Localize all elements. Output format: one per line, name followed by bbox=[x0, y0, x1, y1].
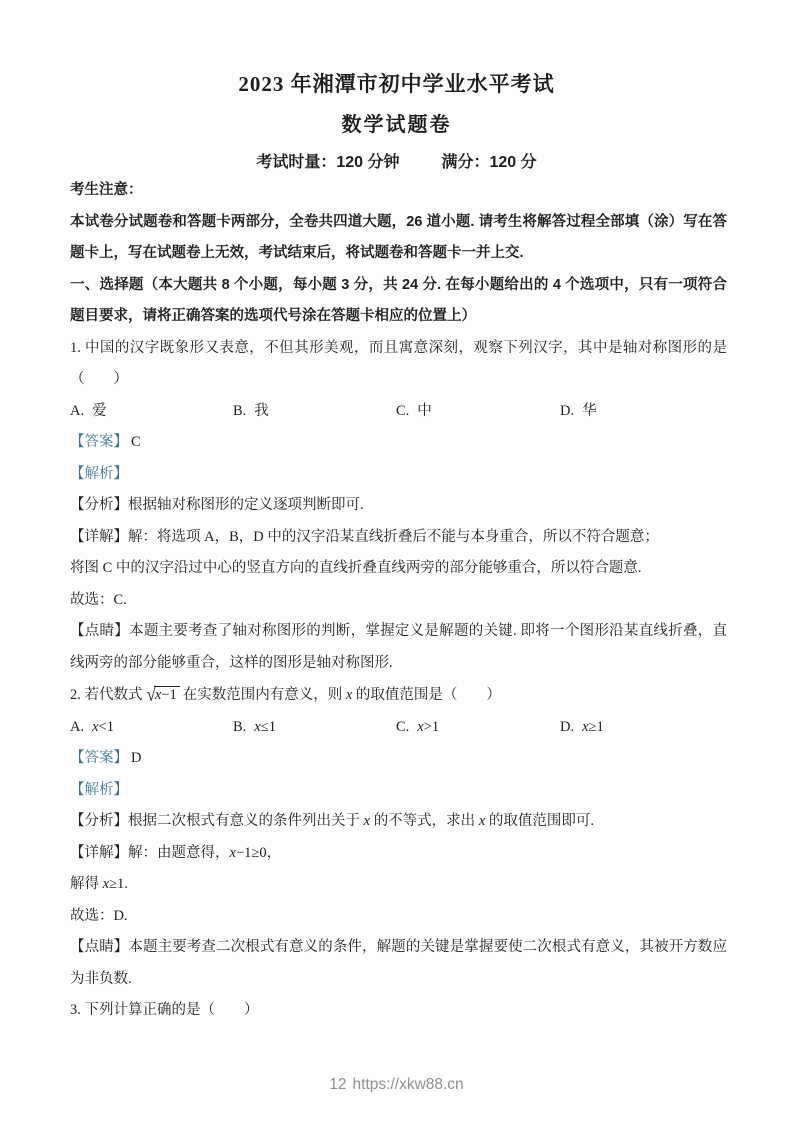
question-1-options bbox=[70, 396, 727, 428]
variable-x: x bbox=[102, 876, 110, 892]
fenxi-text: 的不等式，求出 bbox=[370, 813, 479, 829]
answer-value: D bbox=[131, 750, 142, 766]
exam-total-score: 满分：120 分 bbox=[441, 154, 537, 171]
analysis-label: 【解析】 bbox=[70, 465, 128, 482]
variable-x: x bbox=[254, 718, 261, 735]
fenxi-text: 【分析】根据二次根式有意义的条件列出关于 bbox=[70, 813, 364, 829]
stem-text: 2. 若代数式 bbox=[70, 687, 143, 703]
page-footer bbox=[0, 1076, 793, 1094]
stem-text: 在实数范围内有意义，则 bbox=[182, 687, 343, 703]
answer-label: 【答案】 bbox=[70, 750, 128, 766]
detail-math: −1≥0， bbox=[235, 844, 282, 861]
option-text: 爱 bbox=[92, 402, 107, 419]
variable-x: x bbox=[345, 687, 353, 703]
option-label: C. bbox=[396, 718, 410, 735]
section-1-heading: 一、选择题（本大题共 8 个小题，每小题 3 分，共 24 分. 在每小题给出的 4 个选项中，只有一项符合题目要求，请将正确答案的选项代号涂在答题卡相应的位置上） bbox=[70, 276, 727, 324]
solve-math: ≥1. bbox=[109, 876, 128, 892]
question-2 bbox=[70, 679, 727, 995]
option-text: <1 bbox=[98, 718, 114, 735]
detail-text: 【详解】解：由题意得， bbox=[70, 844, 230, 861]
option-label: B. bbox=[233, 402, 247, 419]
question-2-conclusion: 故选：D. bbox=[70, 907, 128, 924]
question-3 bbox=[70, 995, 727, 1027]
radicand-rest: −1 bbox=[161, 687, 177, 703]
question-1-fenxi: 【分析】根据轴对称图形的定义逐项判断即可. bbox=[70, 497, 364, 513]
question-1-conclusion: 故选：C. bbox=[70, 591, 127, 608]
option-text: >1 bbox=[423, 718, 440, 735]
notice-label: 考生注意： bbox=[70, 182, 143, 198]
question-1-option-b bbox=[233, 396, 396, 428]
option-text: ≤1 bbox=[260, 718, 276, 735]
exam-duration: 考试时量：120 分钟 bbox=[256, 154, 400, 171]
option-label: D. bbox=[560, 402, 575, 419]
document-header bbox=[0, 70, 793, 175]
option-text: ≥1 bbox=[588, 718, 604, 735]
variable-x: x bbox=[154, 687, 162, 703]
variable-x: x bbox=[478, 813, 486, 829]
footer-url: https://xkw88.cn bbox=[352, 1076, 464, 1093]
question-1-detail-line-1: 【详解】解：将选项 A，B，D 中的汉字沿某直线折叠后不能与本身重合，所以不符合题意； bbox=[70, 528, 659, 545]
option-label: D. bbox=[560, 718, 575, 735]
page-number: 12 bbox=[329, 1076, 347, 1093]
solve-text: 解得 bbox=[70, 876, 103, 892]
question-2-analysis-label bbox=[70, 775, 727, 807]
radical-sign: √ bbox=[146, 683, 156, 706]
answer-value: C bbox=[131, 434, 141, 450]
option-text: 中 bbox=[417, 402, 432, 419]
fenxi-text: 的取值范围即可. bbox=[485, 813, 594, 829]
variable-x: x bbox=[363, 813, 371, 829]
sqrt-expression bbox=[147, 679, 180, 712]
option-text: 华 bbox=[582, 402, 597, 419]
paper-subtitle: 数学试题卷 bbox=[341, 114, 452, 136]
option-label: B. bbox=[233, 718, 247, 735]
option-label: A. bbox=[70, 402, 85, 419]
question-1-option-d bbox=[560, 396, 727, 428]
variable-x: x bbox=[582, 718, 589, 735]
question-2-option-d bbox=[560, 712, 727, 744]
stem-text: 的取值范围是（ ） bbox=[355, 687, 501, 703]
question-2-option-c bbox=[396, 712, 560, 744]
question-2-answer-line bbox=[70, 743, 727, 775]
option-label: A. bbox=[70, 718, 85, 735]
question-1-dianjing: 【点睛】本题主要考查了轴对称图形的判断，掌握定义是解题的关键. 即将一个图形沿某直线折叠，直线两旁的部分能够重合，这样的图形是轴对称图形. bbox=[70, 623, 727, 671]
question-1-option-c bbox=[396, 396, 560, 428]
question-1-option-a bbox=[70, 396, 233, 428]
question-2-option-b bbox=[233, 712, 396, 744]
question-2-options bbox=[70, 712, 727, 744]
question-2-solve-line bbox=[70, 869, 727, 901]
option-text: 我 bbox=[254, 402, 269, 419]
variable-x: x bbox=[417, 718, 424, 735]
question-2-stem bbox=[70, 679, 727, 712]
question-2-option-a bbox=[70, 712, 233, 744]
exam-meta-line bbox=[0, 151, 793, 175]
answer-label: 【答案】 bbox=[70, 434, 128, 450]
question-2-detail-line bbox=[70, 838, 727, 870]
question-3-stem: 3. 下列计算正确的是（ ） bbox=[70, 1002, 259, 1018]
variable-x: x bbox=[229, 844, 236, 861]
question-1 bbox=[70, 333, 727, 680]
question-1-answer-line bbox=[70, 427, 727, 459]
option-label: C. bbox=[396, 402, 410, 419]
question-2-fenxi bbox=[70, 806, 727, 838]
question-1-analysis-label bbox=[70, 459, 727, 491]
question-1-stem: 1. 中国的汉字既象形又表意，不但其形美观，而且寓意深刻，观察下列汉字，其中是轴对称图形的是（ ） bbox=[70, 339, 727, 387]
analysis-label: 【解析】 bbox=[70, 781, 128, 798]
question-1-detail-line-2: 将图 C 中的汉字沿过中心的竖直方向的直线折叠直线两旁的部分能够重合，所以符合题意. bbox=[70, 560, 642, 576]
question-2-dianjing: 【点睛】本题主要考查二次根式有意义的条件，解题的关键是掌握要使二次根式有意义，其被开方数应为非负数. bbox=[70, 939, 727, 987]
notice-text: 本试卷分试题卷和答题卡两部分，全卷共四道大题，26 道小题. 请考生将解答过程全部填（涂）写在答题卡上，写在试题卷上无效，考试结束后，将试题卷和答题卡一并上交. bbox=[70, 213, 727, 261]
radicand bbox=[154, 686, 180, 704]
exam-title: 2023 年湘潭市初中学业水平考试 bbox=[238, 72, 555, 96]
variable-x: x bbox=[92, 718, 99, 735]
document-body bbox=[0, 175, 793, 1027]
